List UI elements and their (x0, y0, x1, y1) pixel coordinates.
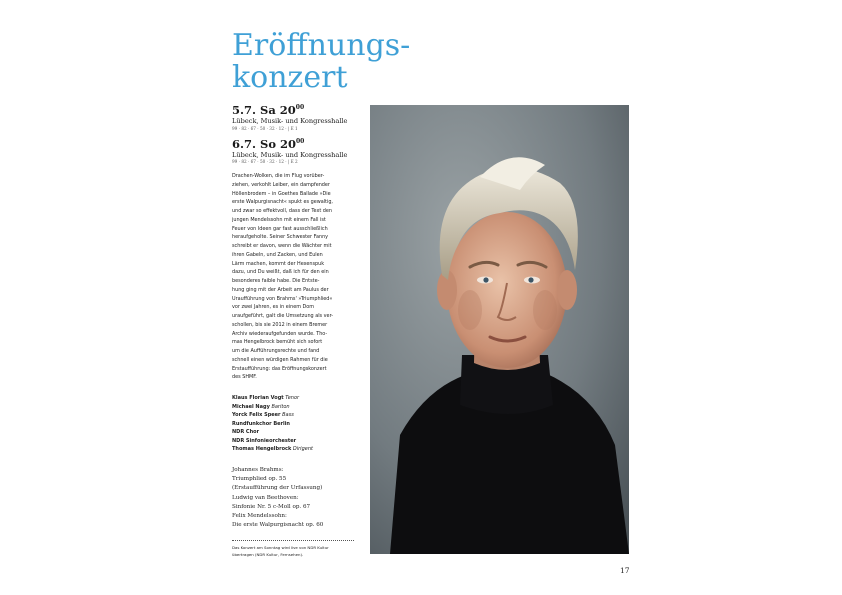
footnote (232, 545, 362, 558)
performer-item (232, 420, 362, 429)
performer-name: Thomas Hengelbrock (232, 446, 292, 452)
body-line: um die Aufführungsrechte und fand (232, 348, 320, 354)
body-line: Feuer von Ideen gar fast ausschließlich (232, 225, 328, 232)
conductor-photo (370, 105, 629, 554)
price-info: 99 · 82 · 67 · 50 · 32 · 12 · | E 1 (232, 125, 298, 131)
event-date-1 (232, 101, 362, 132)
performer-item (232, 403, 362, 412)
program-item: (Erstaufführung der Urfassung) (232, 485, 323, 492)
venue-label: Lübeck, Musik- und Kongresshalle (232, 150, 348, 159)
body-line: vor zwei Jahren, es in einem Dom (232, 304, 315, 311)
body-line: besonderes faible habe. Die Entste- (232, 278, 320, 284)
performer-item (232, 394, 362, 403)
body-line: erste Walpurgisnacht« spukt es gewaltig, (232, 199, 333, 206)
page-number: 17 (620, 566, 630, 575)
body-line: Archiv wiederaufgefunden wurde. Tho- (232, 330, 328, 337)
body-line: Drachen-Wolken, die im Flug vorüber- (232, 173, 325, 179)
body-line: uraufgeführt, galt die Umsetzung als ver- (232, 313, 334, 319)
body-line: jungen Mendelssohn mit einem Fall ist (232, 216, 326, 223)
performer-name: Rundfunkchor Berlin (232, 420, 290, 427)
program-item: Die erste Walpurgisnacht op. 60 (232, 522, 324, 529)
body-line: Uraufführung von Brahms' »Triumphlied« (232, 295, 333, 302)
performer-role: Bass (282, 412, 294, 418)
program-item: Johannes Brahms: (232, 467, 284, 473)
performer-item (232, 437, 362, 446)
page-title (232, 30, 432, 94)
body-line: schreibt er davon, wenn die Wächter mit (232, 243, 332, 249)
program-item: Sinfonie Nr. 5 c-Moll op. 67 (232, 503, 311, 510)
performer-role: Dirigent (292, 446, 313, 452)
time-superscript: 00 (296, 137, 305, 145)
footnote-line: Das Konzert am Sonntag wird live von NDR Kultur (232, 545, 329, 550)
performers-list (232, 394, 362, 454)
body-line: Erstaufführung: das Eröffnungskonzert (232, 365, 327, 372)
venue-label: Lübeck, Musik- und Kongresshalle (232, 117, 348, 125)
performer-item (232, 428, 362, 437)
body-line: mas Hengelbrock bemüht sich sofort (232, 339, 323, 346)
program-list (232, 466, 362, 530)
footnote-line: übertragen (NDR Kultur, Fernsehen). (232, 551, 304, 557)
price-info: 99 · 82 · 67 · 50 · 32 · 12 · | E 2 (232, 159, 298, 164)
body-line: des SHMF. (232, 374, 257, 381)
program-item: Felix Mendelssohn: (232, 513, 287, 520)
date-label: 5.7. Sa 20 (232, 103, 296, 117)
body-line: Lärm machen, kommt der Hexenspuk (232, 260, 325, 267)
performer-item (232, 411, 362, 420)
performer-name: NDR Chor (232, 429, 260, 435)
body-line: hung ging mit der Arbeit am Paulus der (232, 286, 329, 293)
body-line: ziehen, verkohlt Leiber, ein dampfender (232, 181, 330, 188)
body-line: dazu, und Du weißt, daß ich für den ein (232, 269, 329, 276)
performer-name: NDR Sinfonieorchester (232, 437, 297, 444)
body-line: heraufgeholte. Seiner Schwester Fanny (232, 234, 329, 241)
description-text (232, 172, 356, 382)
performer-role: Bariton (271, 403, 290, 410)
body-line: ihren Gabeln, und Zacken, und Eulen (232, 251, 323, 258)
event-date-2 (232, 135, 362, 166)
body-line: Höllenbrodem – in Goethes Ballade »Die (232, 190, 331, 197)
performer-item (232, 445, 362, 454)
event-dates (232, 101, 362, 168)
performer-name: Yorck Felix Speer (232, 412, 281, 418)
program-item: Ludwig van Beethoven: (232, 494, 299, 501)
title-line-2: konzert (232, 60, 348, 95)
body-line: und zwar so effektvoll, dass der Text den (232, 208, 333, 214)
title-line-1: Eröffnungs- (232, 28, 411, 63)
performer-name: Klaus Florian Vogt (232, 395, 284, 401)
performer-role: Tenor (285, 395, 300, 401)
performer-name: Michael Nagy (232, 403, 270, 410)
time-superscript: 00 (295, 104, 305, 111)
date-label: 6.7. So 20 (232, 136, 296, 151)
program-item: Triumphlied op. 55 (232, 476, 287, 483)
dotted-divider (232, 540, 354, 541)
portrait-illustration (370, 105, 629, 554)
body-line: schnell einen würdigen Rahmen für die (232, 356, 328, 363)
body-line: schollen, bis sie 2012 in einem Bremer (232, 321, 328, 328)
